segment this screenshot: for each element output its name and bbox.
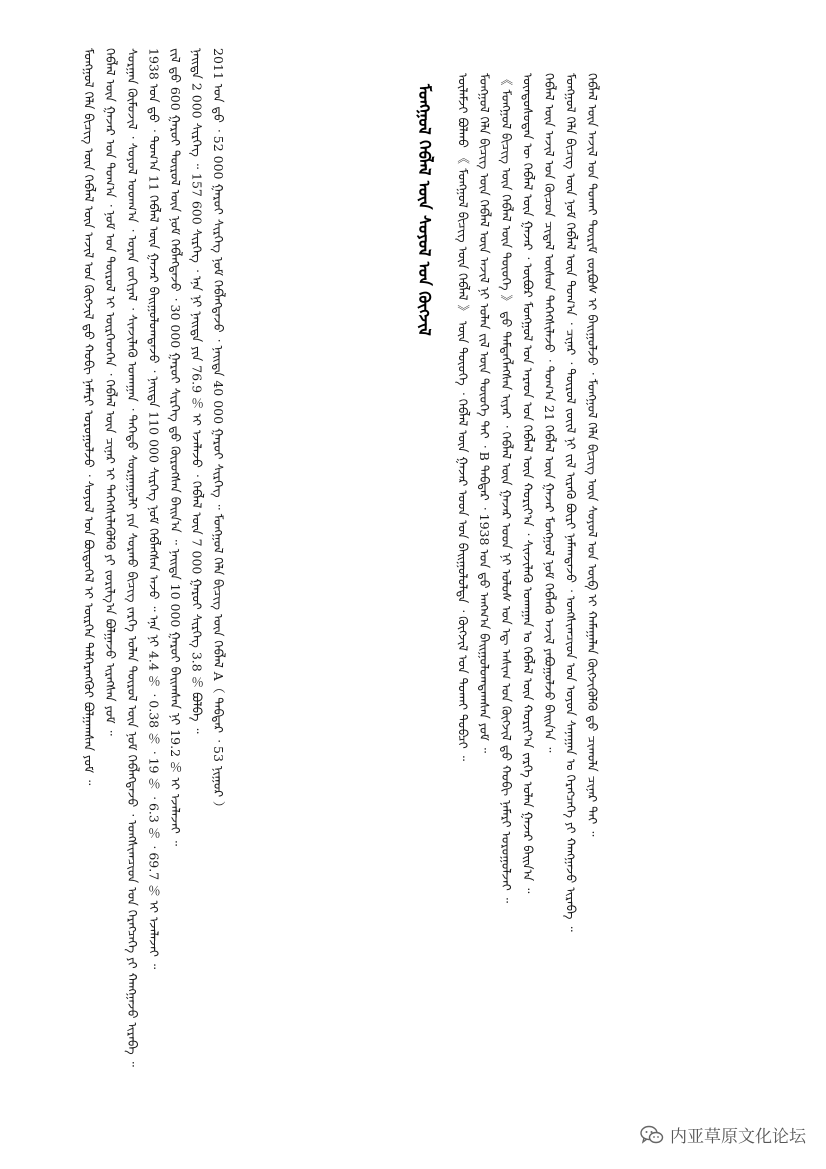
watermark xyxy=(640,1122,806,1147)
text-column: ᠬᠡᠪᠯᠡᠯ ᠦᠨ ᠠᠵᠢᠯ ᠤᠨ ᠲᠤᠬᠠᠢ ᠳᠦᠷᠢᠮ ᠵᠤᠷᠪᠤᠰ ᠢ ᠪᠠᠢᠭᠤᠯᠵᠤ ᠂ ᠮᠣᠩᠭᠣᠯ ᠬᠡᠯᠡ ᠪᠢᠴᠢᠭ ᠦᠨ ᠰᠣᠶᠣᠯ ᠤᠨ ᠥᠪ ᠢ ᠬᠠᠮᠠᠭᠠᠯᠠᠨ ᠬᠥᠭᠵᠢᠭᠦᠯᠬᠦ ᠳ᠋ᠦ ᠴᠢᠬᠤᠯᠠ ᠴᠢᠨᠠᠷ ᠲᠠᠢ ᠃ xyxy=(585,73,601,837)
watermark-text: 内亚草原文化论坛 xyxy=(670,1127,806,1147)
wechat-icon xyxy=(640,1125,664,1145)
text-column: 1938 ᠣᠨ ᠳ᠋ᠤ ᠂ ᠲᠣᠭ᠎ᠠ 11 ᠬᠡᠪᠯᠡᠯ ᠦᠨ ᠭᠠᠵᠠᠷ ᠪᠠᠢᠭᠤᠯᠤᠭᠳᠠᠵᠤ ᠂ ᠨᠡᠢᠲᠡ 110 000 ᠰᠢᠷᠬᠡᠭ ᠨᠣᠮ ᠬᠡᠪᠯᠡᠭᠰᠡᠨ ᠠᠵᠤ ᠃ ᠡᠨᠡ ᠨᠢ 4.4 ％ ᠂ 0.38 ％ ᠂ 19 ％ ᠂ 6.3 ％ ᠂ 69.7 ％ ᠢ ᠡᠵᠡᠯᠡᠵᠡᠢ ᠃ xyxy=(146,48,162,970)
text-column: ᠦᠨᠳᠦᠰᠦᠲᠡᠨ ᠦ ᠬᠡᠪᠯᠡᠯ ᠦᠨ ᠭᠠᠵᠠᠷ ᠂ ᠥᠪᠥᠷ ᠮᠣᠩᠭᠣᠯ ᠤᠨ ᠠᠷᠠᠳ ᠤᠨ ᠬᠡᠪᠯᠡᠯ ᠦᠨ ᠬᠣᠷᠢᠶ᠎ᠠ ᠂ ᠰᠢᠨᠵᠢᠯᠡᠬᠦ ᠤᠬᠠᠭᠠᠨ ᠤ ᠬᠡᠪᠯᠡᠯ ᠦᠨ ᠬᠣᠷᠢᠶ᠎ᠠ ᠵᠡᠷᠭᠡ ᠣᠯᠠᠨ ᠭᠠᠵᠠᠷ ᠪᠠᠢᠨ᠎ᠠ ᠃ xyxy=(520,73,536,894)
text-column: ᠮᠣᠩᠭᠣᠯ ᠬᠡᠯᠡ ᠪᠢᠴᠢᠭ ᠦᠨ ᠬᠡᠪᠯᠡᠯ ᠦᠨ ᠠᠵᠢᠯ ᠨᠢ ᠣᠯᠠᠨ ᠵᠢᠯ ᠦᠨ ᠲᠦᠦᠬᠡ ᠲᠠᠢ ᠂ B ᠳᠡᠪᠲᠡᠷ ᠂ 1938 ᠣᠨ ᠳ᠋ᠤ ᠠᠩᠬ᠎ᠠ ᠪᠠᠢᠭᠤᠯᠤᠭᠳᠠᠭᠰᠠᠨ ᠶᠤᠮ ᠃ xyxy=(477,73,493,753)
text-column: ᠨᠡᠢᠲᠡ 2 000 ᠰᠢᠷᠬᠡᠭ ᠃ 157 600 ᠰᠢᠷᠬᠡᠭ ᠂ ᠡᠨᠡ ᠨᠢ ᠨᠡᠢᠲᠡ ᠶᠢᠨ 76.9 ％ ᠢ ᠡᠵᠡᠯᠡᠵᠦ ᠂ ᠬᠡᠪᠯᠡᠯ ᠦᠨ 7 000 ᠭᠠᠷᠤᠢ ᠰᠢᠷᠬᠡᠭ 3.8 ％ ᠪᠣᠯᠪᠠ ᠃ xyxy=(189,48,205,734)
text-column: ᠦᠯᠡᠮᠵᠢ ᠪᠣᠯᠬᠤ 《 ᠮᠣᠩᠭᠣᠯ ᠪᠢᠴᠢᠭ ᠦᠨ ᠬᠡᠪᠯᠡᠯ 》 ᠦᠨ ᠲᠦᠦᠬᠡ ᠂ ᠬᠡᠪᠯᠡᠯ ᠦᠨ ᠭᠠᠵᠠᠷ ᠤᠳ ᠤᠨ ᠪᠠᠢᠭᠤᠯᠤᠯᠲᠠ ᠂ ᠬᠥᠭᠵᠢᠯ ᠤᠨ ᠲᠤᠬᠠᠢ ᠲᠣᠪᠴᠢ ᠃ xyxy=(455,73,471,762)
text-column: ᠬᠡᠪᠯᠡᠯ ᠦᠨ ᠭᠠᠵᠠᠷ ᠤᠨ ᠲᠣᠭ᠎ᠠ ᠂ ᠨᠣᠮ ᠤᠨ ᠲᠥᠷᠥᠯ ᠢ ᠥᠷᠭᠡᠳᠬᠡᠨ ᠂ ᠬᠡᠪᠯᠡᠯ ᠦᠨ ᠴᠢᠨᠠᠷ ᠢ ᠳᠡᠭᠡᠭᠰᠢᠯᠡᠭᠦᠯᠬᠦ ᠶᠢ ᠵᠣᠷᠢᠯᠭ᠎ᠠ ᠪᠣᠯᠭᠠᠵᠤ ᠢᠷᠡᠭᠰᠡᠨ ᠶᠤᠮ ᠃ xyxy=(103,48,119,736)
text-block-left xyxy=(78,48,404,1128)
text-column: ᠰᠤᠷᠭᠠᠨ ᠬᠦᠮᠦᠵᠢᠯ ᠂ ᠰᠣᠶᠣᠯ ᠤᠳᠬ᠎ᠠ ᠂ ᠤᠷᠠᠨ ᠵᠣᠬᠢᠶᠠᠯ ᠂ ᠰᠢᠨᠵᠢᠯᠡᠬᠦ ᠤᠬᠠᠭᠠᠨ ᠂ ᠳᠡᠭᠡᠳᠦ ᠰᠤᠷᠭᠠᠭᠤᠯᠢ ᠶᠢᠨ ᠰᠤᠷᠬᠤ ᠪᠢᠴᠢᠭ ᠵᠡᠷᠭᠡ ᠣᠯᠠᠨ ᠲᠥᠷᠥᠯ ᠦᠨ ᠨᠣᠮ ᠬᠡᠪᠯᠡᠭᠳᠡᠵᠦ ᠂ ᠤᠩᠰᠢᠭᠴᠢᠳ ᠤᠨ ᠬᠡᠷᠡᠭᠴᠡᠭᠡ ᠶᠢ ᠬᠠᠩᠭᠠᠵᠤ ᠢᠷᠡᠪᠡ ᠃ xyxy=(124,48,140,1067)
text-column: ᠮᠣᠩᠭᠣᠯ ᠬᠡᠯᠡ ᠪᠢᠴᠢᠭ ᠦᠨ ᠬᠡᠪᠯᠡᠯ ᠦᠨ ᠠᠵᠢᠯ ᠤᠨ ᠬᠥᠭᠵᠢᠯ ᠳ᠋ᠦ ᠬᠤᠪᠢ ᠨᠡᠮᠡᠷᠢ ᠣᠷᠣᠭᠤᠯᠵᠤ ᠂ ᠰᠣᠶᠣᠯ ᠤᠨ ᠪᠦᠲᠦᠭᠡᠯ ᠢ ᠥᠷᠭᠡᠨ ᠳᠡᠯᠭᠡᠷᠡᠩᠭᠦᠢ ᠪᠣᠯᠭᠠᠭᠰᠠᠨ ᠶᠤᠮ ᠃ xyxy=(81,48,97,786)
text-column: 2011 ᠣᠨ ᠳ᠋ᠤ ᠂ 52 000 ᠭᠠᠷᠤᠢ ᠰᠢᠷᠬᠡᠭ ᠨᠣᠮ ᠬᠡᠪᠯᠡᠭᠳᠡᠵᠦ ᠂ ᠨᠡᠢᠲᠡ 40 000 ᠭᠠᠷᠤᠢ ᠰᠢᠷᠬᠡᠭ ᠃ ᠮᠣᠩᠭᠣᠯ ᠬᠡᠯᠡ ᠪᠢᠴᠢᠭ ᠦᠨ ᠬᠡᠪᠯᠡᠯ A（ ᠳᠡᠪᠲᠡᠷ ᠂ 53 ᠨᠢᠭᠤᠷ ） xyxy=(211,48,227,814)
text-column: ᠬᠡᠪᠯᠡᠯ ᠦᠨ ᠠᠵᠢᠯ ᠤᠨ ᠬᠦᠴᠦᠨ ᠴᠢᠳᠠᠯ ᠥᠰᠦᠨ ᠳᠡᠭᠡᠭᠰᠢᠯᠡᠵᠦ ᠂ ᠲᠣᠭ᠎ᠠ 21 ᠬᠡᠪᠯᠡᠯ ᠦᠨ ᠭᠠᠵᠠᠷ ᠮᠣᠩᠭᠣᠯ ᠨᠣᠮ ᠬᠡᠪᠯᠡᠬᠦ ᠠᠵᠢᠯ ᠶᠠᠪᠤᠭᠤᠯᠵᠤ ᠪᠠᠢᠨ᠎ᠠ ᠃ xyxy=(541,73,557,753)
text-column: ᠮᠣᠩᠭᠣᠯ ᠬᠡᠯᠡ ᠪᠢᠴᠢᠭ ᠦᠨ ᠨᠣᠮ ᠬᠡᠪᠯᠡᠯ ᠦᠨ ᠲᠣᠭ᠎ᠠ ᠂ ᠴᠢᠨᠠᠷ ᠂ ᠲᠥᠷᠥᠯ ᠵᠦᠢᠯ ᠨᠢ ᠵᠢᠯ ᠢᠷᠡᠬᠦ ᠪᠦᠷᠢ ᠨᠡᠮᠡᠭ᠍ᠳᠡᠵᠦ ᠂ ᠤᠩᠰᠢᠭᠴᠢᠳ ᠤᠨ ᠣᠶᠤᠨ ᠰᠠᠨᠠᠭᠠᠨ ᠤ ᠬᠡᠷᠡᠭᠴᠡᠭᠡ ᠶᠢ ᠬᠠᠩᠭᠠᠵᠤ ᠢᠷᠡᠪᠡ ᠃ xyxy=(563,73,579,932)
text-column: 《 ᠮᠣᠩᠭᠣᠯ ᠪᠢᠴᠢᠭ ᠦᠨ ᠬᠡᠪᠯᠡᠯ ᠦᠨ ᠲᠦᠦᠬᠡ 》 ᠳ᠋ᠦ ᠲᠡᠮᠳᠡᠭᠯᠡᠭᠰᠡᠨ ᠢᠶᠡᠷ ᠂ ᠬᠡᠪᠯᠡᠯ ᠦᠨ ᠭᠠᠵᠠᠷ ᠤᠳ ᠨᠢ ᠤᠯᠤᠰ ᠤᠨ ᠡᠳ᠋ ᠠᠰᠢᠭ ᠤᠨ ᠬᠥᠭᠵᠢᠯ ᠳ᠋ᠦ ᠬᠤᠪᠢ ᠨᠡᠮᠡᠷᠢ ᠣᠷᠣᠭᠤᠯᠵᠠᠢ ᠃ xyxy=(498,73,514,903)
text-column: ᠵᠢᠯ ᠳ᠋ᠦ 600 ᠭᠠᠷᠤᠢ ᠲᠥᠷᠥᠯ ᠦᠨ ᠨᠣᠮ ᠬᠡᠪᠯᠡᠭᠳᠡᠵᠦ ᠂ 30 000 ᠭᠠᠷᠤᠢ ᠰᠢᠷᠬᠡᠭ ᠳ᠋ᠦ ᠬᠦᠷᠦᠭᠰᠡᠨ ᠪᠠᠢᠨ᠎ᠠ ᠃ ᠨᠡᠢᠲᠡ 10 000 ᠭᠠᠷᠤᠢ ᠪᠠᠢᠭᠰᠠᠨ ᠨᠢ 19.2 ％ ᠢ ᠡᠵᠡᠯᠡᠵᠡᠢ ᠃ xyxy=(167,48,183,846)
section-heading: ᠮᠣᠩᠭᠣᠯ ᠬᠡᠪᠯᠡᠯ ᠦᠨ ᠰᠣᠶᠣᠯ ᠤᠨ ᠬᠥᠭᠵᠢᠯ xyxy=(415,84,434,336)
text-block-right xyxy=(452,48,750,1128)
